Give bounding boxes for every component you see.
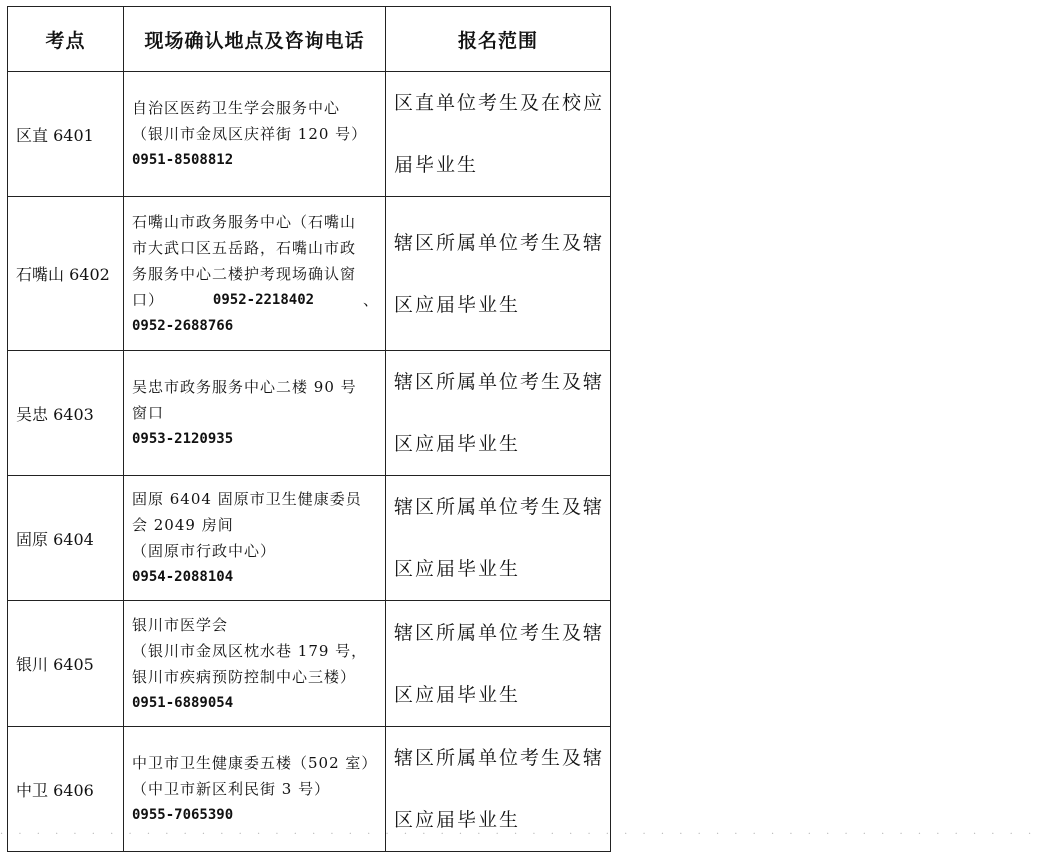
location-line: 会 2049 房间: [132, 516, 234, 534]
location-line: 吴忠市政务服务中心二楼 90 号: [132, 378, 357, 396]
scope-cell: 辖区所属单位考生及辖区应届毕业生: [386, 197, 611, 351]
location-cell: [124, 72, 386, 197]
site-cell: 固原 6404: [8, 476, 124, 601]
location-line: （银川市金凤区庆祥街 120 号）: [132, 125, 368, 143]
phone-number: 0951-6889054: [132, 694, 234, 711]
site-cell: 区直 6401: [8, 72, 124, 197]
scope-cell: 辖区所属单位考生及辖区应届毕业生: [386, 727, 611, 852]
location-line: 市大武口区五岳路，石嘴山市政: [132, 238, 357, 257]
location-line: （银川市金凤区枕水巷 179 号，: [132, 641, 368, 660]
location-cell: [124, 476, 386, 601]
location-line: 石嘴山市政务服务中心（石嘴山: [132, 212, 357, 231]
scope-cell: 辖区所属单位考生及辖区应届毕业生: [386, 476, 611, 601]
location-cell: [124, 601, 386, 727]
location-line: （固原市行政中心）: [132, 542, 277, 560]
table-row: [8, 197, 611, 351]
page-edge-dots: · · · · · · · · · · · · · · · · · · · · · · · · · · · · · · · · · · · · · · · · · · · · · · · · · · · · · · · · ·: [0, 829, 1037, 840]
scope-cell: 辖区所属单位考生及辖区应届毕业生: [386, 351, 611, 476]
location-line: 中卫市卫生健康委五楼（502 室）: [132, 754, 378, 772]
location-line: 窗口: [132, 404, 165, 422]
table-row: [8, 351, 611, 476]
phone-number: 0951-8508812: [132, 152, 234, 168]
header-location: 现场确认地点及咨询电话: [124, 7, 386, 72]
phone-number: 0955-7065390: [132, 807, 234, 823]
scope-cell: 辖区所属单位考生及辖区应届毕业生: [386, 601, 611, 727]
location-line: 银川市医学会: [132, 615, 229, 634]
site-cell: 中卫 6406: [8, 727, 124, 852]
exam-site-table: [7, 6, 611, 852]
location-line: 固原 6404 固原市卫生健康委员: [132, 490, 362, 508]
phone-number: 0952-2218402: [212, 291, 315, 308]
site-cell: 石嘴山 6402: [8, 197, 124, 351]
location-cell: [124, 197, 386, 351]
location-line: 口）: [132, 290, 165, 309]
site-cell: 银川 6405: [8, 601, 124, 727]
table-row: [8, 72, 611, 197]
header-scope: 报名范围: [386, 7, 611, 72]
scope-cell: 区直单位考生及在校应届毕业生: [386, 72, 611, 197]
phone-number: 0953-2120935: [132, 431, 234, 447]
phone-separator: 、: [362, 290, 379, 309]
phone-number: 0952-2688766: [132, 317, 234, 334]
location-line: （中卫市新区利民街 3 号）: [132, 780, 331, 798]
table-row: [8, 601, 611, 727]
table-row: [8, 476, 611, 601]
location-cell: [124, 351, 386, 476]
location-line: 自治区医药卫生学会服务中心: [132, 99, 341, 117]
header-row: [8, 7, 611, 72]
site-cell: 吴忠 6403: [8, 351, 124, 476]
location-line: 务服务中心二楼护考现场确认窗: [132, 264, 357, 283]
phone-number: 0954-2088104: [132, 569, 234, 585]
header-site: 考点: [8, 7, 124, 72]
location-line: 银川市疾病预防控制中心三楼）: [132, 667, 357, 686]
location-line-with-phone: [132, 287, 379, 313]
